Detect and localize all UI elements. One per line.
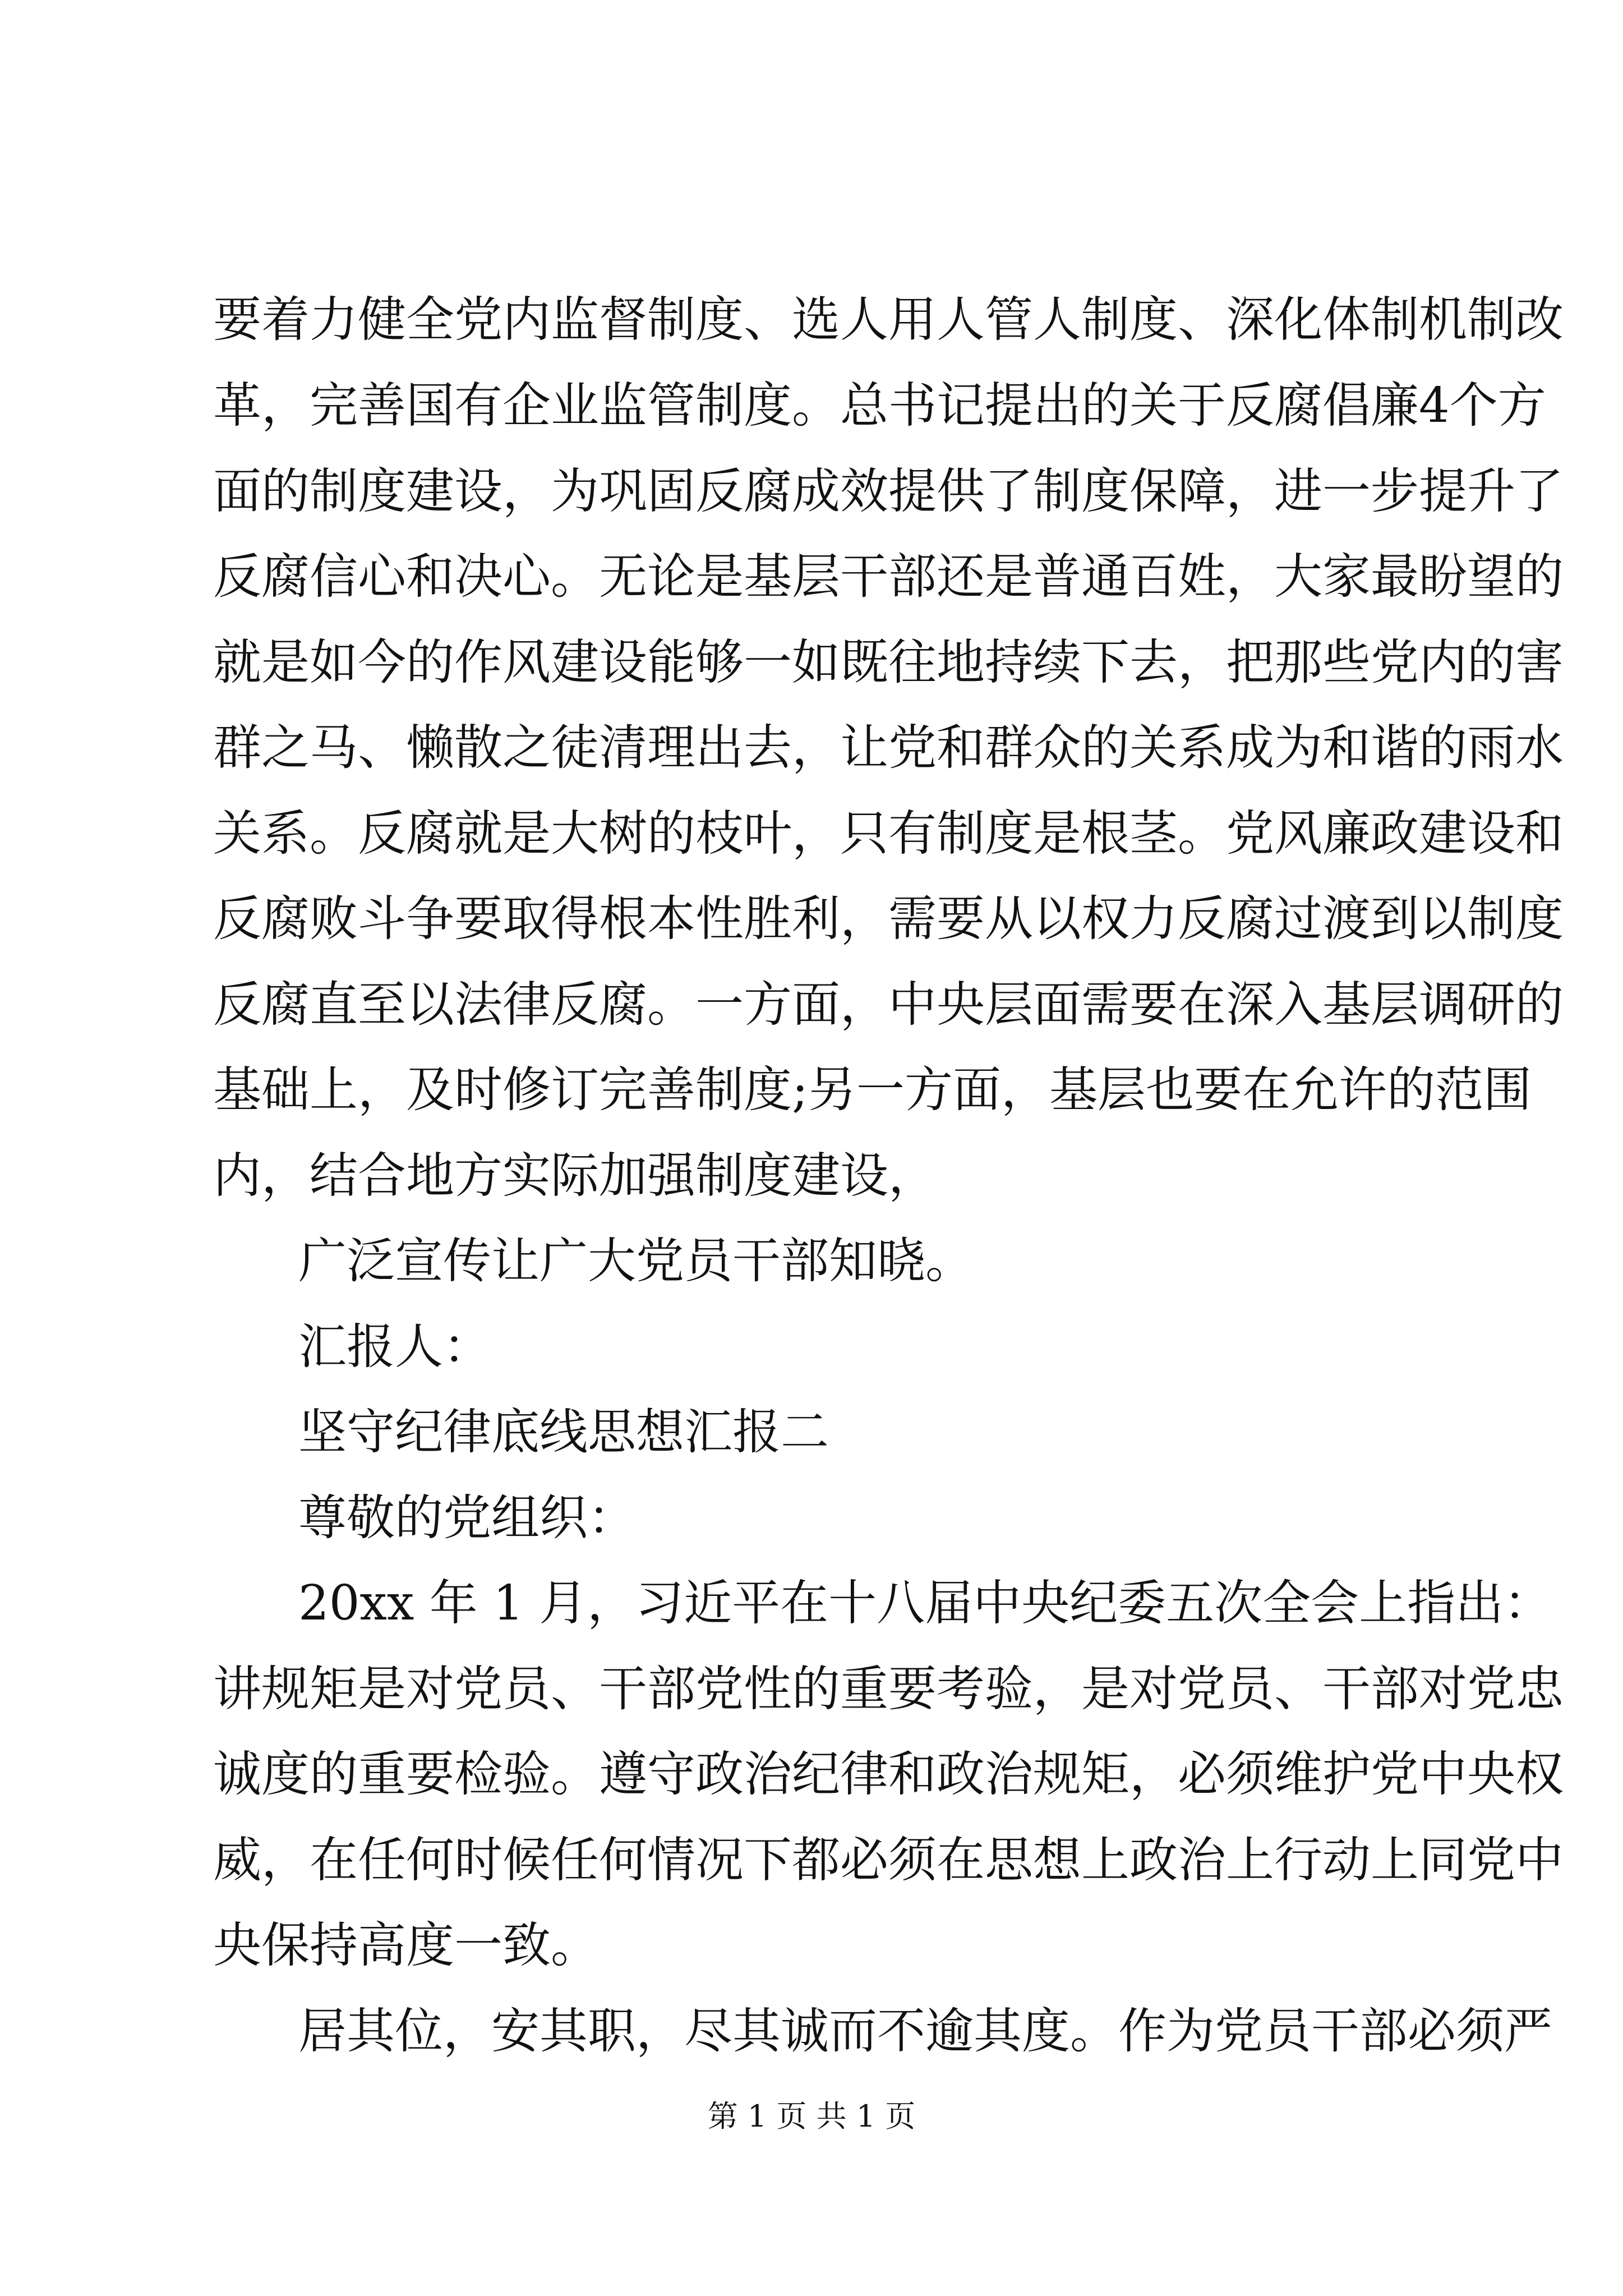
- body-line-21: 居其位，安其职，尽其诚而不逾其度。作为党员干部必须严: [298, 2003, 1552, 2059]
- body-line-7: 关系。反腐就是大树的枝叶，只有制度是根茎。党风廉政建设和: [213, 806, 1564, 862]
- reporter-label: 汇报人：: [298, 1319, 491, 1375]
- body-line-3: 面的制度建设，为巩固反腐成效提供了制度保障，进一步提升了: [213, 463, 1564, 519]
- body-line-5: 就是如今的作风建设能够一如既往地持续下去，把那些党内的害: [213, 634, 1564, 691]
- body-line-4: 反腐信心和决心。无论是基层干部还是普通百姓，大家最盼望的: [213, 549, 1564, 605]
- body-line-16: 20xx 年 1 月，习近平在十八届中央纪委五次全会上指出：: [298, 1575, 1552, 1631]
- body-line-19: 威，在任何时候任何情况下都必须在思想上政治上行动上同党中: [213, 1832, 1564, 1888]
- body-line-20: 央保持高度一致。: [213, 1917, 599, 1973]
- body-line-11: 内，结合地方实际加强制度建设，: [213, 1148, 937, 1204]
- salutation: 尊敬的党组织：: [298, 1490, 636, 1546]
- body-line-1: 要着力健全党内监督制度、选人用人管人制度、深化体制机制改: [213, 292, 1564, 348]
- section-heading: 坚守纪律底线思想汇报二: [298, 1404, 829, 1460]
- body-line-9: 反腐直至以法律反腐。一方面，中央层面需要在深入基层调研的: [213, 977, 1564, 1033]
- body-line-17: 讲规矩是对党员、干部党性的重要考验，是对党员、干部对党忠: [213, 1661, 1564, 1717]
- body-line-6: 群之马、懒散之徒清理出去，让党和群众的关系成为和谐的雨水: [213, 720, 1564, 776]
- paragraph-publicize: 广泛宣传让广大党员干部知晓。: [298, 1233, 974, 1289]
- body-line-2: 革，完善国有企业监管制度。总书记提出的关于反腐倡廉4个方: [213, 378, 1546, 434]
- page-footer: 第 1 页 共 1 页: [707, 2099, 916, 2134]
- body-line-10: 基础上，及时修订完善制度;另一方面，基层也要在允许的范围: [213, 1062, 1532, 1118]
- body-line-18: 诚度的重要检验。遵守政治纪律和政治规矩，必须维护党中央权: [213, 1746, 1564, 1802]
- body-line-8: 反腐败斗争要取得根本性胜利，需要从以权力反腐过渡到以制度: [213, 891, 1564, 947]
